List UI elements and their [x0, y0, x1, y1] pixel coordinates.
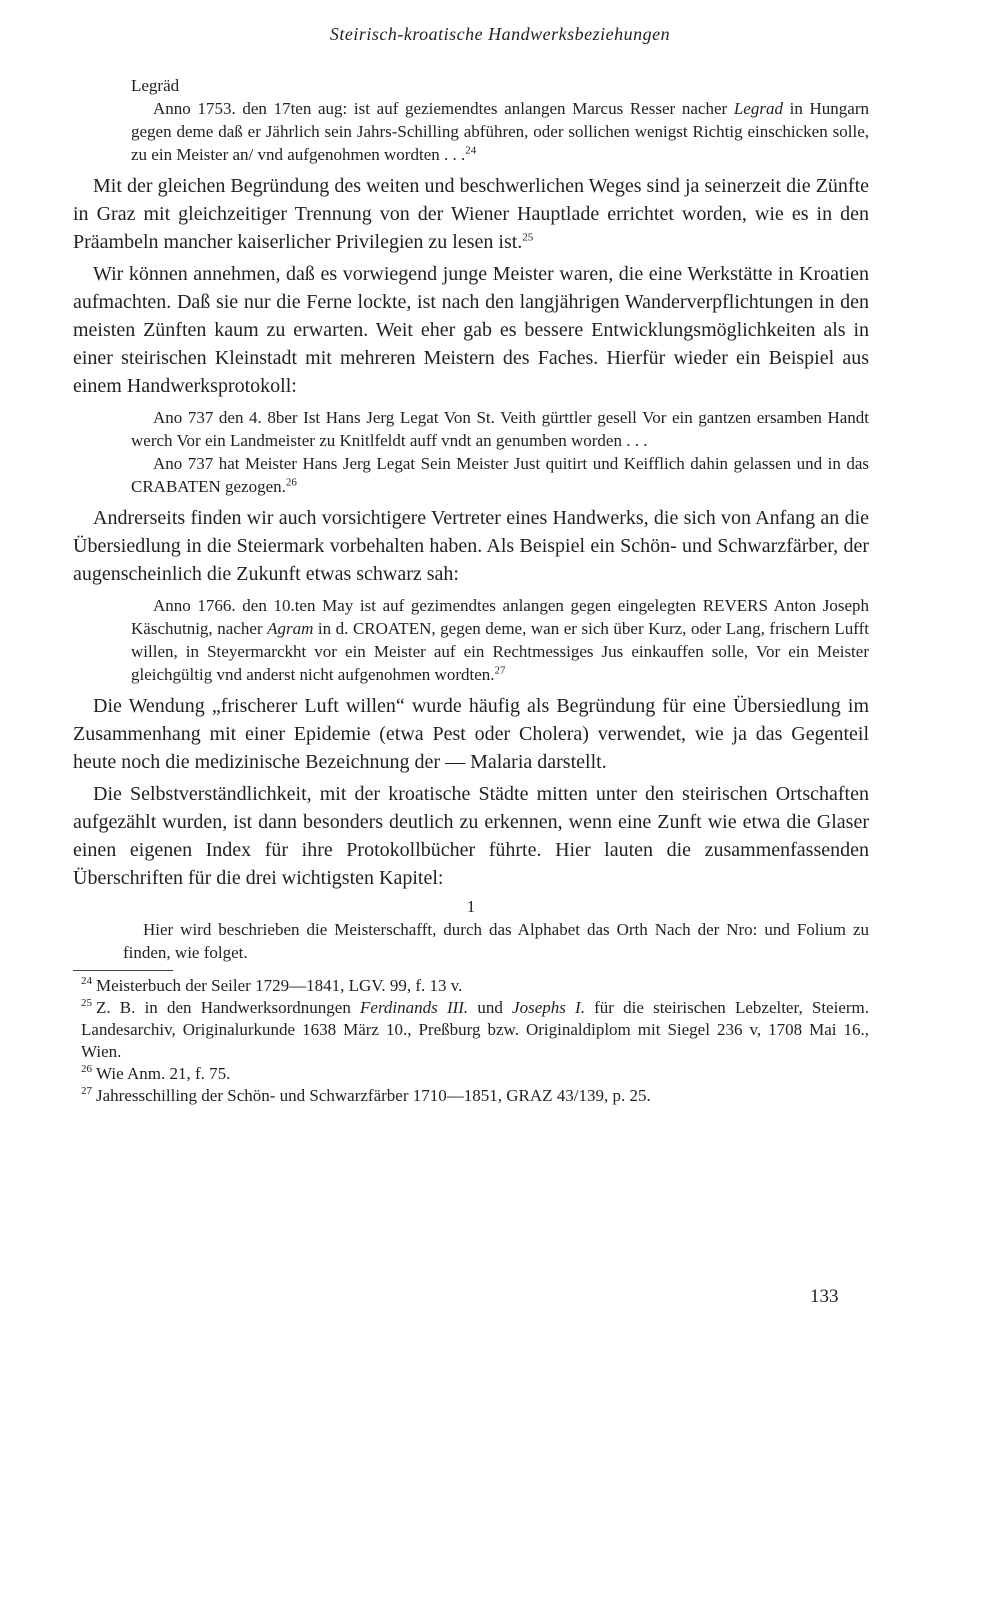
archival-quote-legat	[73, 406, 869, 498]
footnote-ref: 27	[494, 664, 506, 677]
place-name-italic: Legrad	[733, 99, 783, 118]
footnote-number: 25	[81, 997, 92, 1010]
footnote-26: $^{26}$ Wie Anm. 21, f. 75.	[81, 1063, 231, 1083]
body-paragraph: Die Selbstverständlichkeit, mit der kroatische Städte mitten unter den steirischen Ortschaften aufgezählt wurden, ist dann besonders deutlich zu erkennen, wenn eine Zunft wie etwa die Glaser einen eigenen Index für ihre Protokollbücher führte. Hier lauten die zusammenfassenden Überschriften für die drei wichtigsten Kapitel:	[73, 783, 869, 889]
body-paragraph: Wir können annehmen, daß es vorwiegend junge Meister waren, die eine Werkstätte in Kroatien aufmachten. Daß sie nur die Ferne lockte, ist nach den langjährigen Wanderverpflichtungen in den meisten Zünften kaum zu erwarten. Weit eher gab es bessere Entwicklungsmöglichkeiten als in einer steirischen Kleinstadt mit mehreren Meistern des Faches. Hierfür wieder ein Beispiel aus einem Handwerksprotokoll:	[73, 263, 869, 397]
archival-quote-legrad	[73, 74, 869, 166]
footnote-ref: 25	[522, 231, 534, 244]
quote-text: Anno 1766. den 10.ten May ist auf gezimendtes anlangen gegen eingelegten REVERS Anton Joseph Käschutnig, nacher Agram in d. CROATEN, gegen deme, wan er sich über Kurz, oder Lang, frischern Lufft willen, in Steyermarckht vor ein Meister auf ein Rechtmessiges Jus einkauffen solle, Vor ein Meister gleichgültig vnd anderst nicht aufgenohmen wordten.$^{27}$	[131, 596, 870, 684]
body-paragraph: Andrerseits finden wir auch vorsichtigere Vertreter eines Handwerks, die sich von Anfang an die Übersiedlung in die Steiermark vorbehalten haben. Als Beispiel ein Schön- und Schwarzfärber, der augenscheinlich die Zukunft etwas schwarz sah:	[73, 507, 869, 585]
quote-text: Ano 737 den 4. 8ber Ist Hans Jerg Legat Von St. Veith gürttler gesell Vor ein gantzen ersamben Handt werch Vor ein Landmeister zu Knitlfeldt auff vndt an genumben worden . . .	[131, 408, 869, 450]
chapter-text: Hier wird beschrieben die Meisterschafft, durch das Alphabet das Orth Nach der Nro: und Folium zu finden, wie folget.	[123, 920, 869, 962]
footnotes	[73, 975, 869, 1107]
footnote-number: 26	[81, 1063, 92, 1076]
footnote-ref: 24	[465, 144, 477, 157]
page-content	[73, 68, 869, 1107]
body-paragraph: Die Wendung „frischerer Luft willen“ wurde häufig als Begründung für eine Übersiedlung im Zusammenhang mit einer Epidemie (etwa Pest oder Cholera) verwendet, wie ja das Gegenteil heute noch die medizinische Bezeichnung der — Malaria darstellt.	[73, 695, 869, 773]
chapter-number: 1	[466, 897, 476, 916]
quote-heading: Legräd	[131, 76, 180, 95]
footnote-25: $^{25}$ Z. B. in den Handwerksordnungen Ferdinands III. und Josephs I. für die steirischen Lebzelter, Steierm. Landesarchiv, Originalurkunde 1638 März 10., Preßburg bzw. Originaldiplom mit Siegel 236 v, 1708 Mai 16., Wien.	[81, 997, 870, 1061]
body-paragraph: Mit der gleichen Begründung des weiten und beschwerlichen Weges sind ja seinerzeit die Zünfte in Graz mit gleichzeitiger Trennung von der Wiener Hauptlade errichtet worden, wie es in den Präambeln mancher kaiserlicher Privilegien zu lesen ist.$^{25}$	[73, 175, 869, 253]
quote-text: Anno 1753. den 17ten aug: ist auf geziemendtes anlangen Marcus Resser nacher Legrad in Hungarn gegen deme daß er Jährlich sein Jahrs-Schilling abführen, oder sollichen wenigst Richtig einschicken solle, zu ein Meister an/ vnd aufgenohmen wordten . . .$^{24}$	[131, 99, 869, 164]
footnote-number: 24	[81, 975, 92, 988]
place-name-italic: Agram	[267, 619, 314, 638]
footnote-24: $^{24}$ Meisterbuch der Seiler 1729—1841, LGV. 99, f. 13 v.	[81, 975, 463, 995]
footnote-ref: 26	[285, 476, 297, 489]
quote-text: Ano 737 hat Meister Hans Jerg Legat Sein Meister Just quitirt und Keifflich dahin gelassen und in das CRABATEN gezogen.$^{26}$	[131, 454, 869, 496]
archival-quote-kaeschutnig	[73, 594, 869, 686]
footnote-divider	[73, 970, 173, 971]
page-number: 133	[810, 1286, 839, 1307]
footnote-27: $^{27}$ Jahresschilling der Schön- und Schwarzfärber 1710—1851, GRAZ 43/139, p. 25.	[81, 1085, 651, 1105]
footnote-number: 27	[81, 1085, 92, 1098]
running-head: Steirisch-kroatische Handwerksbeziehungen	[329, 24, 671, 44]
